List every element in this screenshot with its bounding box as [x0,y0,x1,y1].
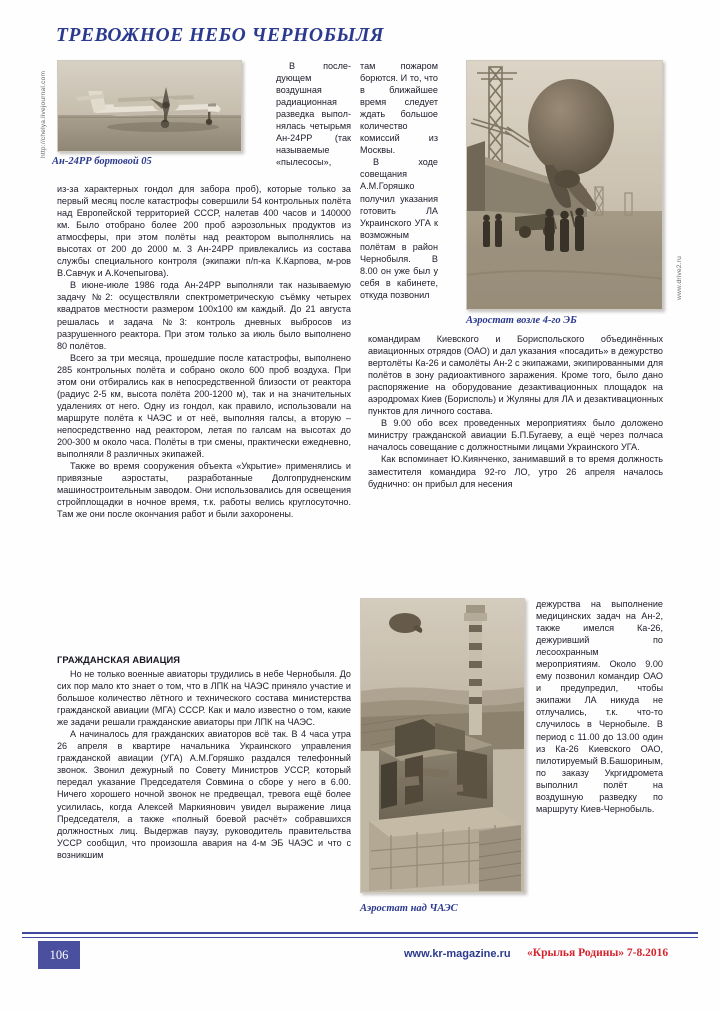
photo-caption-aerostat-block4: Аэростат возле 4-го ЭБ [466,315,577,326]
photo-aerostat-near-block4 [466,60,663,310]
paragraph: Также во время сооружения объекта «Укрытие» применялись и привязные аэростаты, разработанные Долгопрудненским машиностроительным заводом. Они использовались для освещения стройплощадки в ночное время, т.к. работы велись круглосуточно. Там же они после окончания работ и были захоронены. [57,461,351,520]
body-right-upper [368,333,663,490]
column-narrow-right-top [360,60,438,301]
aircraft-photo-svg [58,61,242,152]
column-narrow-bottom-right [536,598,663,815]
footer-website[interactable]: www.kr-magazine.ru [404,948,511,960]
footer-rule-bottom [22,937,698,938]
paragraph: А начиналось для гражданских авиаторов всё так. В 4 часа утра 26 апреля в квартире начальника Украинского управления гражданской авиации (УГА) А.М.Горяшко раздался телефонный звонок. Звонил дежурный по Совету Министров УССР, который передал указание Председателя Совмина о сборе у него в 6.00. Ничего хорошего ночной звонок не предвещал, тревога ещё более усилилась, когда Алексей Маркиянович увидел выражение лица Председателя, а также «полный боевой расчёт» собравшихся должностных лиц. Выдержав паузу, руководитель правительства УССР сообщил, что произошла авария на 4-м ЭБ ЧАЭС и что с возникшим [57,729,351,860]
photo-aerostat-over-chnpp [360,598,525,893]
page-number: 106 [49,948,69,962]
body-left-upper [57,183,351,520]
photo-caption-an24rr: Ан-24РР бортовой 05 [52,156,152,167]
footer-magazine-issue: «Крылья Родины» 7-8.2016 [527,947,669,959]
photo-credit-top-right: www.drive2.ru [676,255,683,300]
balloon-photo-svg [467,61,663,310]
column-narrow-left-top [276,60,351,168]
page-title: ТРЕВОЖНОЕ НЕБО ЧЕРНОБЫЛЯ [56,25,385,46]
footer-rule-top [22,932,698,934]
paragraph: из-за характерных гондол для забора проб), которые только за первый месяц после катастрофы совершили 54 контрольных полёта над Европейской территорией СССР, налетав 400 часов и 140000 км. Было отобрано более 200 проб аэрозольных продуктов из атмосферы, при этом полёты над реактором выполнялись на высотах от 200 до 2000 м. 3 Ан-24РР привлекались из состава службы специального контроля (экипажи п/п-ка К.Карпова, м-ров В.Савчук и А.Кочепыгова). [57,184,351,279]
paragraph: Всего за три месяца, прошедшие после катастрофы, выполнено 285 контрольных полёта и собрано около 600 проб воздуха. При этом они отбирались как в непосредственной близости от реактора (радиус 2-5 км, высота полёта 200-1200 м), так и на значительных удалениях от него. Одну из гондол, как правило, использовали на маршруте полёта к ЧАЭС и от неё, выполняя галсы, а вторую – непосредственно над реактором, летая по галсам на высотах до 200-300 м около часа. Полёты в три смены, практически ежедневно, выполняли 8 различных экипажей. [57,352,351,460]
paragraph: там пожаром борются. И то, что в ближайшее время следует ждать большое количество комиссий из Москвы. [360,61,438,156]
photo-an24rr [57,60,242,152]
paragraph: В после-дующем воздушная радиационная разведка выпол-нялась четырьмя Ан-24РР (так называемые «пылесосы», [276,61,351,168]
photo-credit-top-left: http://chelya.livejournal.com [40,70,47,158]
section-heading-civil-aviation: ГРАЖДАНСКАЯ АВИАЦИЯ [57,655,181,665]
body-left-lower [57,668,351,861]
photo-caption-aerostat-chnpp: Аэростат над ЧАЭС [360,903,458,914]
paragraph: В июне-июле 1986 года Ан-24РР выполняли так называемую задачу №2: осуществляли спектрометрическую съёмку четырех квадратов местности размером 100х100 км каждый. До 21 августа решалась и задача №3: контроль дневных выбросов из разрушенного реактора. При этом только за июль было выполнено 80 полётов. [57,280,351,351]
paragraph: В 9.00 обо всех проведенных мероприятиях было доложено министру гражданской авиации Б.П.Бугаеву, а ещё через полчаса началось совещание с должностными лицами Украинского УГА. [368,418,663,453]
paragraph: В ходе совещания А.М.Горяшко получил указания готовить ЛА Украинского УГА к возможным полётам в район Чернобыля. В 8.00 он уже был у себя в кабинете, откуда позвонил [360,157,438,300]
chnpp-photo-svg [361,599,525,893]
paragraph: дежурства на выполнение медицинских задач на Ан-2, также имелся Ка-26, дежуривший по лесоохранным мероприятиям. Около 9.00 ему позвонил командир ОАО и предупредил, чтобы экипажи ЛА никуда не отлучались, т.к. что-то случилось в Чернобыле. В период с 11.00 до 13.00 один из Ка-26 Киевского ОАО, пилотируемый В.Башориным, по заказу Укргидромета выполнил полёт на воздушную разведку по маршруту Киев-Чернобыль. [536,599,663,814]
paragraph: Как вспоминает Ю.Киянченко, занимавший в то время должность заместителя командира 92-го ЛО, утро 26 апреля началось буднично: он прибыл для несения [368,454,663,489]
paragraph: Но не только военные авиаторы трудились в небе Чернобыля. До сих пор мало кто знает о том, что в ЛПК на ЧАЭС приняло участие и большое количество лётного и технического состава министерства гражданской авиации (МГА) СССР. Как и мало известно о том, какие же задачи решали гражданские авиаторы при ЛПК на ЧАЭС. [57,669,351,728]
paragraph: командирам Киевского и Бориспольского объединённых авиационных отрядов (ОАО) и дал указания «посадить» в дежурство вертолёты Ка-26 и самолёты Ан-2 с экипажами, экипированными для полётов в зону радиоактивного заражения. Кроме того, было дано распоряжение на оборудование дезактивационных площадок на аэродромах Киев (Борисполь) и Жуляны для ЛА и дезактивационных пунктов для личного состава. [368,334,663,417]
